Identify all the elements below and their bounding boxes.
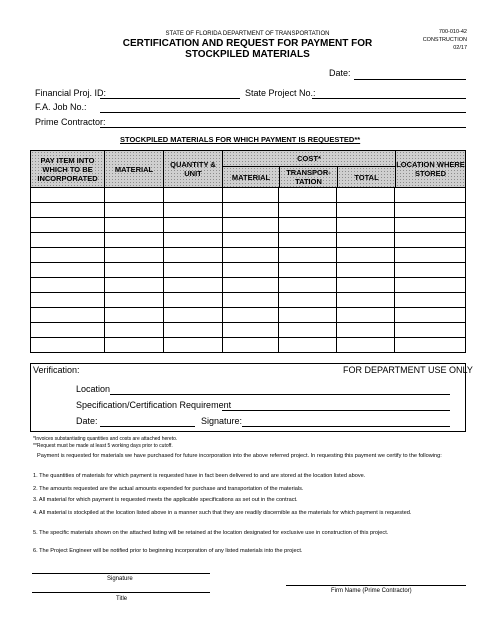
- header-cost: COST*: [222, 150, 396, 167]
- table-cell[interactable]: [279, 263, 337, 278]
- form-title-line1: CERTIFICATION AND REQUEST FOR PAYMENT FOR: [122, 38, 373, 49]
- table-row: [31, 233, 466, 248]
- table-cell[interactable]: [279, 218, 337, 233]
- footnote-invoices: *Invoices substantiating quantities and costs are attached hereto.: [33, 436, 178, 442]
- table-cell[interactable]: [222, 338, 279, 353]
- table-row: [31, 203, 466, 218]
- table-cell[interactable]: [337, 293, 395, 308]
- table-row: [31, 323, 466, 338]
- table-cell[interactable]: [31, 293, 105, 308]
- table-cell[interactable]: [104, 218, 163, 233]
- table-cell[interactable]: [222, 188, 279, 203]
- table-cell[interactable]: [222, 218, 279, 233]
- table-cell[interactable]: [337, 248, 395, 263]
- table-cell[interactable]: [395, 293, 466, 308]
- table-cell[interactable]: [395, 338, 466, 353]
- header-cost-transport: TRANSPOR-TATION: [279, 166, 338, 188]
- table-cell[interactable]: [163, 203, 222, 218]
- table-cell[interactable]: [222, 203, 279, 218]
- title-label: Title: [116, 596, 128, 602]
- table-cell[interactable]: [104, 293, 163, 308]
- date-label: Date:: [329, 68, 351, 78]
- table-cell[interactable]: [279, 233, 337, 248]
- table-cell[interactable]: [104, 308, 163, 323]
- table-cell[interactable]: [104, 323, 163, 338]
- header-material: MATERIAL: [104, 150, 164, 188]
- table-cell[interactable]: [163, 263, 222, 278]
- table-cell[interactable]: [31, 233, 105, 248]
- header-cost-material: MATERIAL: [222, 166, 280, 188]
- signature-label: Signature: [107, 576, 133, 582]
- table-cell[interactable]: [279, 293, 337, 308]
- certification-item-2: 2. The amounts requested are the actual amounts expended for purchase and transportation of the materials.: [33, 486, 304, 492]
- table-cell[interactable]: [222, 233, 279, 248]
- table-cell[interactable]: [222, 293, 279, 308]
- table-cell[interactable]: [337, 338, 395, 353]
- materials-table: [30, 187, 466, 353]
- table-cell[interactable]: [31, 203, 105, 218]
- table-cell[interactable]: [31, 248, 105, 263]
- table-row: [31, 263, 466, 278]
- table-cell[interactable]: [337, 218, 395, 233]
- table-cell[interactable]: [104, 203, 163, 218]
- table-cell[interactable]: [31, 338, 105, 353]
- firm-name-field[interactable]: [286, 585, 466, 586]
- footnote-deadline: **Request must be made at least 5 working days prior to cutoff.: [33, 443, 173, 449]
- spec-field[interactable]: [222, 410, 450, 411]
- verification-signature-field[interactable]: [242, 426, 450, 427]
- table-row: [31, 278, 466, 293]
- table-cell[interactable]: [279, 203, 337, 218]
- table-cell[interactable]: [395, 233, 466, 248]
- financial-proj-field[interactable]: [100, 98, 240, 99]
- verification-date-field[interactable]: [100, 426, 195, 427]
- table-cell[interactable]: [163, 218, 222, 233]
- table-cell[interactable]: [395, 248, 466, 263]
- verification-signature-label: Signature:: [201, 416, 243, 426]
- certification-intro: Payment is requested for materials we have purchased for future incorporation into the above referred project. In requesting this payment we certify to the following:: [37, 453, 442, 459]
- agency-name: STATE OF FLORIDA DEPARTMENT OF TRANSPORTATION: [165, 31, 330, 37]
- header-location: LOCATION WHERE STORED: [395, 150, 466, 188]
- verification-label: Verification:: [33, 365, 80, 375]
- financial-proj-label: Financial Proj. ID:: [35, 88, 107, 98]
- table-cell[interactable]: [222, 308, 279, 323]
- header-quantity: QUANTITY & UNIT: [163, 150, 223, 188]
- state-project-field[interactable]: [312, 98, 466, 99]
- firm-name-label: Firm Name (Prime Contractor): [331, 588, 412, 594]
- table-cell[interactable]: [395, 188, 466, 203]
- table-cell[interactable]: [31, 263, 105, 278]
- certification-item-6: 6. The Project Engineer will be notified prior to beginning incorporation of any listed materials into the project.: [33, 548, 303, 554]
- spec-label: Specification/Certification Requirement: [76, 400, 232, 410]
- table-cell[interactable]: [279, 278, 337, 293]
- table-cell[interactable]: [163, 188, 222, 203]
- dept-use-label: FOR DEPARTMENT USE ONLY: [343, 365, 473, 375]
- table-cell[interactable]: [31, 323, 105, 338]
- location-label: Location: [76, 384, 111, 394]
- table-cell[interactable]: [395, 308, 466, 323]
- prime-contractor-field[interactable]: [100, 127, 466, 128]
- title-field[interactable]: [32, 592, 210, 593]
- location-field[interactable]: [110, 394, 450, 395]
- table-row: [31, 338, 466, 353]
- signature-field[interactable]: [32, 573, 210, 574]
- form-title-line2: STOCKPILED MATERIALS: [185, 49, 310, 60]
- table-cell[interactable]: [163, 233, 222, 248]
- table-cell[interactable]: [163, 293, 222, 308]
- header-cost-total: TOTAL: [337, 166, 396, 188]
- form-number: 700-010-42: [438, 29, 467, 35]
- table-cell[interactable]: [337, 308, 395, 323]
- fa-job-field[interactable]: [100, 112, 466, 113]
- prime-contractor-label: Prime Contractor:: [35, 117, 106, 127]
- table-cell[interactable]: [395, 203, 466, 218]
- fa-job-label: F.A. Job No.:: [35, 102, 87, 112]
- verification-date-label: Date:: [76, 416, 98, 426]
- table-cell[interactable]: [222, 263, 279, 278]
- table-cell[interactable]: [279, 338, 337, 353]
- date-field[interactable]: [354, 79, 466, 80]
- table-cell[interactable]: [31, 308, 105, 323]
- table-cell[interactable]: [395, 218, 466, 233]
- table-cell[interactable]: [31, 278, 105, 293]
- table-row: [31, 308, 466, 323]
- certification-item-5: 5. The specific materials shown on the attached listing will be retained at the location designated for exclusive use in construction of this project.: [33, 530, 389, 536]
- table-cell[interactable]: [104, 338, 163, 353]
- table-cell[interactable]: [395, 263, 466, 278]
- table-cell[interactable]: [163, 323, 222, 338]
- certification-item-3: 3. All material for which payment is requested meets the applicable specifications as set out in the contract.: [33, 497, 298, 503]
- table-cell[interactable]: [222, 278, 279, 293]
- header-pay-item: PAY ITEM INTO WHICH TO BE INCORPORATED: [30, 150, 105, 188]
- table-cell[interactable]: [337, 323, 395, 338]
- table-cell[interactable]: [337, 263, 395, 278]
- form-category: CONSTRUCTION: [422, 37, 467, 43]
- table-cell[interactable]: [222, 248, 279, 263]
- table-cell[interactable]: [104, 233, 163, 248]
- table-cell[interactable]: [337, 233, 395, 248]
- table-cell[interactable]: [163, 248, 222, 263]
- table-row: [31, 293, 466, 308]
- table-row: [31, 248, 466, 263]
- table-row: [31, 188, 466, 203]
- table-cell[interactable]: [104, 278, 163, 293]
- table-cell[interactable]: [163, 278, 222, 293]
- table-cell[interactable]: [279, 248, 337, 263]
- table-cell[interactable]: [279, 308, 337, 323]
- table-cell[interactable]: [395, 323, 466, 338]
- table-cell[interactable]: [222, 323, 279, 338]
- state-project-label: State Project No.:: [245, 88, 316, 98]
- form-date: 02/17: [453, 45, 467, 51]
- certification-item-4: 4. All material is stockpiled at the location listed above in a manner such that they are readily discernible as the materials for which payment is requested.: [33, 510, 412, 516]
- table-cell[interactable]: [337, 278, 395, 293]
- table-cell[interactable]: [163, 308, 222, 323]
- table-cell[interactable]: [31, 218, 105, 233]
- table-cell[interactable]: [104, 263, 163, 278]
- certification-item-1: 1. The quantities of materials for which payment is requested have in fact been delivered to and are stored at the location listed above.: [33, 473, 366, 479]
- table-cell[interactable]: [337, 203, 395, 218]
- table-cell[interactable]: [104, 188, 163, 203]
- table-cell[interactable]: [104, 248, 163, 263]
- table-cell[interactable]: [395, 278, 466, 293]
- table-cell[interactable]: [31, 188, 105, 203]
- table-row: [31, 218, 466, 233]
- table-cell[interactable]: [279, 323, 337, 338]
- section-title: STOCKPILED MATERIALS FOR WHICH PAYMENT IS REQUESTED**: [120, 135, 361, 144]
- table-cell[interactable]: [279, 188, 337, 203]
- table-cell[interactable]: [337, 188, 395, 203]
- table-cell[interactable]: [163, 338, 222, 353]
